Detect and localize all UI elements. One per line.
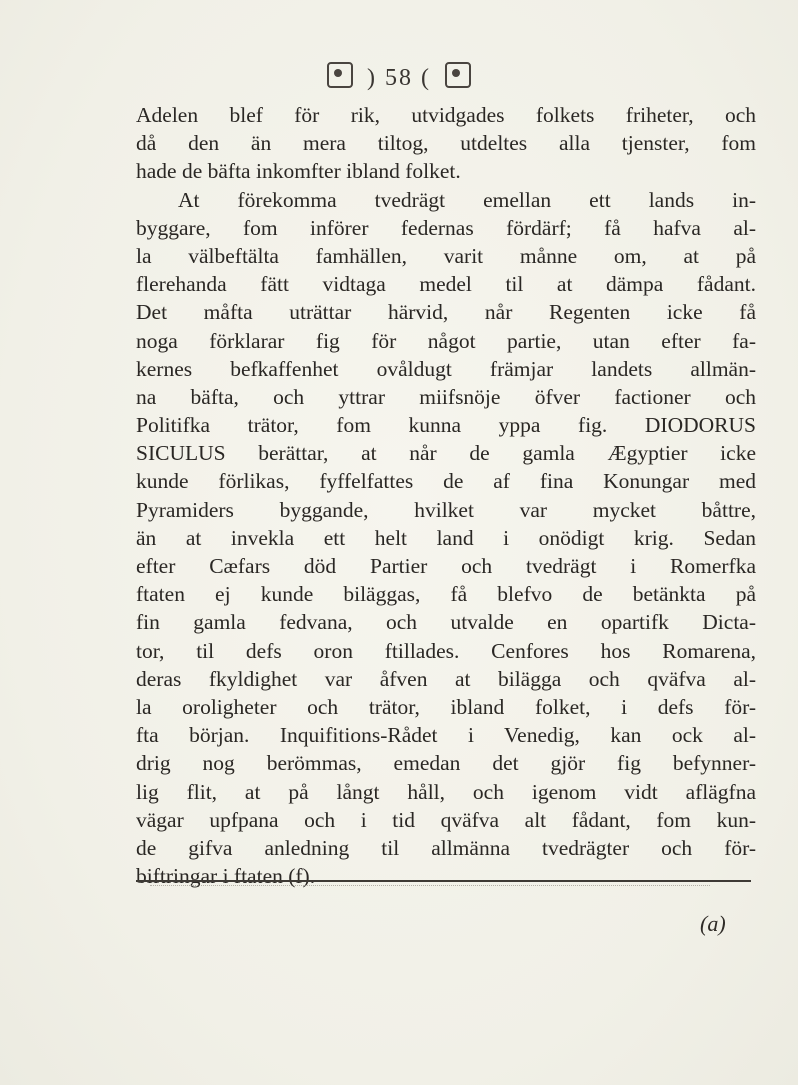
- text-line: vägar upfpana och i tid qväfva alt fådant, fom kun-: [136, 807, 756, 832]
- ornament-left-icon: [327, 62, 353, 88]
- page-header: [0, 62, 798, 92]
- text-line: kunde förlikas, fyffelfattes de af fina Konungar med: [136, 469, 756, 494]
- text-line: Politifka trätor, fom kunna yppa fig. DIODORUS: [136, 413, 756, 438]
- text-line: de gifva anledning til allmänna tvedrägter och för-: [136, 835, 756, 860]
- text-line: At förekomma tvedrägt emellan ett lands in-: [178, 187, 756, 212]
- text-line: Det måfta uträttar härvid, når Regenten icke få: [136, 300, 756, 325]
- text-line: noga förklarar fig för något partie, utan efter fa-: [136, 328, 756, 353]
- text-line: Pyramiders byggande, hvilket var mycket båttre,: [136, 497, 756, 522]
- text-line: fin gamla fedvana, och utvalde en opartifk Dicta-: [136, 610, 756, 635]
- text-line: la välbeftälta famhällen, varit månne om, at på: [136, 243, 756, 268]
- rule-bleed-through: [150, 885, 710, 886]
- text-line: hade de bäfta inkomfter ibland folket.: [136, 159, 461, 184]
- text-line: kernes befkaffenhet ovåldugt främjar landets allmän-: [136, 356, 756, 381]
- text-line: la oroligheter och trätor, ibland folket, i defs för-: [136, 694, 756, 719]
- text-line: byggare, fom införer federnas fördärf; få hafva al-: [136, 215, 756, 240]
- ornament-right-icon: [445, 62, 471, 88]
- page-number: ) 58 (: [367, 65, 431, 91]
- text-line: na bäfta, och yttrar miifsnöje öfver factioner och: [136, 384, 756, 409]
- text-line: tor, til defs oron ftillades. Cenfores hos Romarena,: [136, 638, 756, 663]
- text-line: än at invekla ett helt land i onödigt krig. Sedan: [136, 525, 756, 550]
- text-line: efter Cæfars död Partier och tvedrägt i Romerfka: [136, 554, 756, 578]
- text-line: flerehanda fätt vidtaga medel til at dämpa fådant.: [136, 272, 756, 297]
- text-line: biftringar i ftaten (f).: [136, 864, 316, 889]
- text-line: drig nog berömmas, emedan det gjör fig befynner-: [136, 751, 756, 776]
- text-line: då den än mera tiltog, utdeltes alla tjenster, fom: [136, 131, 756, 156]
- text-line: lig flit, at på långt håll, och igenom vidt aflägfna: [136, 779, 756, 804]
- text-line: deras fkyldighet var åfven at bilägga och qväfva al-: [136, 666, 756, 691]
- text-line: fta början. Inquifitions-Rådet i Venedig, kan ock al-: [136, 723, 756, 748]
- text-line: SICULUS berättar, at når de gamla Ægyptier icke: [136, 441, 756, 466]
- body-text: [136, 101, 756, 890]
- footnote-rule: [136, 880, 751, 882]
- text-line: ftaten ej kunde biläggas, få blefvo de betänkta på: [136, 582, 756, 607]
- catchword: (a): [700, 911, 726, 936]
- text-line: Adelen blef för rik, utvidgades folkets friheter, och: [136, 103, 756, 127]
